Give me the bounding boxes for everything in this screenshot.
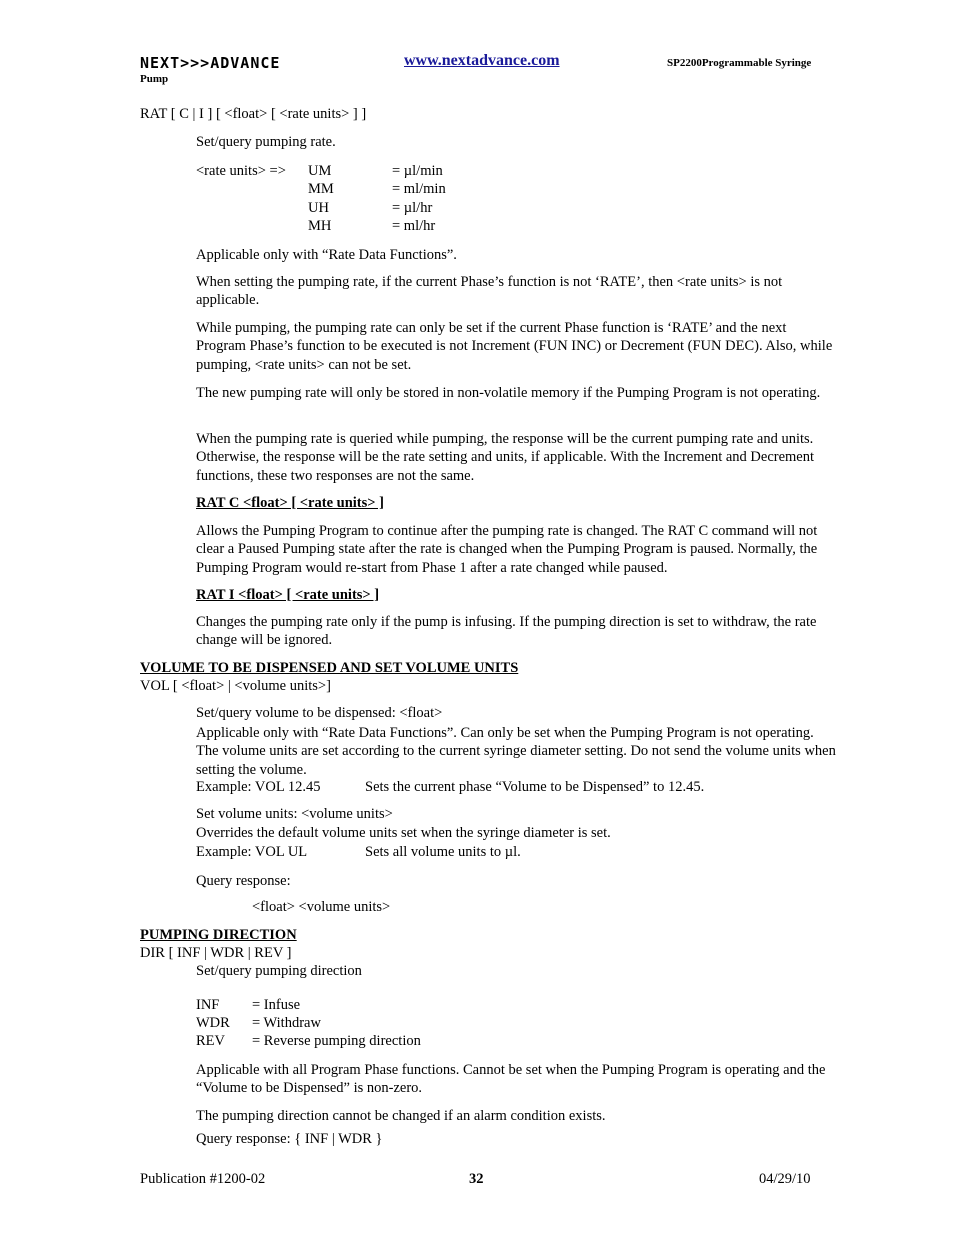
rat-i-text: Changes the pumping rate only if the pump is infusing. If the pumping direction is set to withdraw, the rate change will be ignored. bbox=[196, 614, 817, 649]
product-name: SP2200Programmable Syringe bbox=[667, 57, 812, 69]
vol-example-1-text: Sets the current phase “Volume to be Dispensed” to 12.45. bbox=[365, 779, 705, 795]
vol-query-label: Query response: bbox=[196, 873, 291, 889]
dir-query-response: Query response: { INF | WDR } bbox=[196, 1131, 383, 1147]
vol-line-applicable: Applicable only with “Rate Data Functions”. Can only be set when the Pumping Program is not operating. The volume units are set according to the current syringe diameter setting. Do not send the volume units when setting the volume. bbox=[196, 725, 836, 778]
dir-option-meaning: = Infuse bbox=[252, 997, 301, 1013]
publication-number: Publication #1200-02 bbox=[140, 1171, 266, 1187]
rate-unit-meaning: = µl/min bbox=[392, 163, 443, 179]
dir-description: Set/query pumping direction bbox=[196, 963, 362, 979]
rat-c-heading: RAT C <float> [ <rate units> ] bbox=[196, 495, 384, 511]
rate-unit-code: MH bbox=[308, 218, 332, 234]
rate-unit-code: MM bbox=[308, 181, 334, 197]
rate-unit-meaning: = ml/min bbox=[392, 181, 446, 197]
rat-c-text: Allows the Pumping Program to continue after the pumping rate is changed. The RAT C command will not clear a Paused Pumping state after the rate is changed when the Pumping Program is paused. Normally, the Pumping Program would re-start from Phase 1 after a rate changed while paused. bbox=[196, 523, 818, 576]
rat-paragraph-query: When the pumping rate is queried while pumping, the response will be the current pumping rate and units. Otherwise, the response will be the rate setting and units, if applicable. With the Increment and Decrement functions, these two responses are not the same. bbox=[196, 431, 815, 484]
rat-i-heading: RAT I <float> [ <rate units> ] bbox=[196, 587, 380, 603]
publication-date: 04/29/10 bbox=[759, 1171, 811, 1187]
rate-unit-code: UM bbox=[308, 163, 332, 179]
vol-line-units: Set volume units: <volume units> bbox=[196, 806, 393, 822]
rat-syntax: RAT [ C | I ] [ <float> [ <rate units> ] ] bbox=[140, 106, 367, 122]
rate-units-label: <rate units> => bbox=[196, 163, 286, 179]
company-logo: NEXT>>>ADVANCE bbox=[140, 54, 281, 72]
dir-syntax: DIR [ INF | WDR | REV ] bbox=[140, 945, 292, 961]
product-name-cont: Pump bbox=[140, 73, 169, 85]
rat-paragraph-pumping: While pumping, the pumping rate can only be set if the current Phase function is ‘RATE’ and the next Program Phase’s function to be executed is not Increment (FUN INC) or Decrement (FUN DEC). Also, while pumping, <rate units> can not be set. bbox=[196, 320, 833, 373]
rate-unit-code: UH bbox=[308, 200, 329, 216]
dir-option-meaning: = Reverse pumping direction bbox=[252, 1033, 421, 1049]
rat-description: Set/query pumping rate. bbox=[196, 134, 336, 150]
vol-example-2-label: Example: VOL UL bbox=[196, 844, 308, 860]
rat-paragraph-applicable: Applicable only with “Rate Data Functions”. bbox=[196, 247, 457, 263]
vol-syntax: VOL [ <float> | <volume units>] bbox=[140, 678, 331, 694]
vol-line-overrides: Overrides the default volume units set when the syringe diameter is set. bbox=[196, 825, 611, 841]
website-link[interactable]: www.nextadvance.com bbox=[404, 52, 560, 69]
vol-heading: VOLUME TO BE DISPENSED AND SET VOLUME UNITS bbox=[140, 660, 519, 676]
vol-example-1-label: Example: VOL 12.45 bbox=[196, 779, 321, 795]
vol-example-2-text: Sets all volume units to µl. bbox=[365, 844, 521, 860]
dir-option-meaning: = Withdraw bbox=[252, 1015, 321, 1031]
rate-unit-meaning: = ml/hr bbox=[392, 218, 436, 234]
page-number: 32 bbox=[469, 1171, 484, 1187]
dir-option-code: INF bbox=[196, 997, 220, 1013]
rat-paragraph-setting: When setting the pumping rate, if the current Phase’s function is not ‘RATE’, then <rate units> is not applicable. bbox=[196, 274, 783, 309]
rat-paragraph-storage: The new pumping rate will only be stored in non-volatile memory if the Pumping Program is not operating. bbox=[196, 385, 821, 401]
dir-heading: PUMPING DIRECTION bbox=[140, 927, 297, 943]
dir-option-code: REV bbox=[196, 1033, 225, 1049]
rate-unit-meaning: = µl/hr bbox=[392, 200, 433, 216]
vol-line-query: Set/query volume to be dispensed: <float> bbox=[196, 705, 443, 721]
dir-option-code: WDR bbox=[196, 1015, 230, 1031]
dir-paragraph-alarm: The pumping direction cannot be changed if an alarm condition exists. bbox=[196, 1108, 606, 1124]
vol-query-value: <float> <volume units> bbox=[252, 899, 391, 915]
dir-paragraph-applicable: Applicable with all Program Phase functions. Cannot be set when the Pumping Program is operating and the “Volume to be Dispensed” is non-zero. bbox=[196, 1062, 826, 1097]
